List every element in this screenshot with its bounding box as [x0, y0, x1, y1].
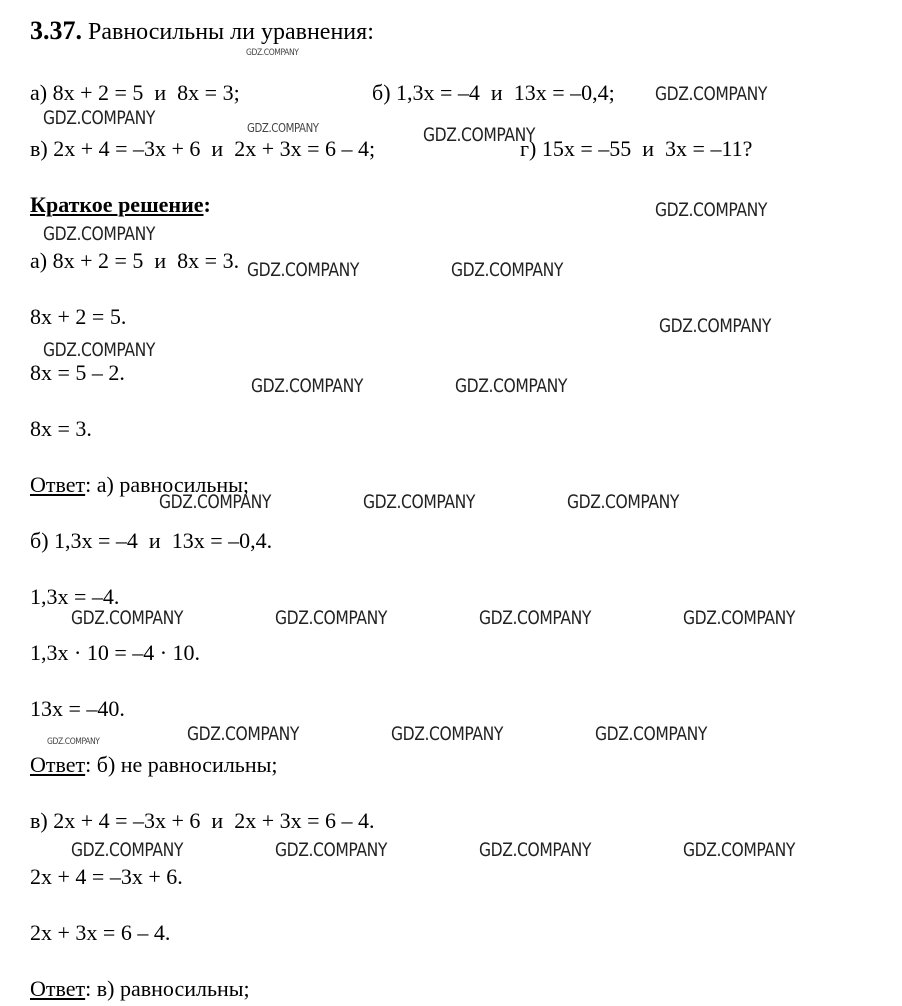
watermark: GDZ.COMPANY	[391, 723, 504, 745]
watermark: GDZ.COMPANY	[659, 315, 772, 337]
watermark: GDZ.COMPANY	[71, 607, 184, 629]
solution-heading	[30, 192, 211, 218]
watermark: GDZ.COMPANY	[479, 839, 592, 861]
watermark: GDZ.COMPANY	[251, 375, 364, 397]
problem-title	[30, 18, 374, 45]
part-b-step: 1,3x · 10 = –4 · 10.	[30, 640, 201, 665]
part-v-step: 2x + 4 = –3x + 6.	[30, 864, 183, 889]
answer-label: Ответ	[30, 472, 86, 497]
watermark: GDZ.COMPANY	[43, 107, 156, 129]
watermark: GDZ.COMPANY	[159, 491, 272, 513]
part-v-statement: в) 2x + 4 = –3x + 6 и 2x + 3x = 6 – 4.	[30, 808, 375, 833]
watermark: GDZ.COMPANY	[363, 491, 476, 513]
watermark: GDZ.COMPANY	[655, 199, 768, 221]
answer-label: Ответ	[30, 976, 86, 1001]
watermark: GDZ.COMPANY	[567, 491, 680, 513]
part-b-answer	[30, 752, 278, 778]
answer-label: Ответ	[30, 752, 86, 777]
watermark: GDZ.COMPANY	[479, 607, 592, 629]
problem-item-b: б) 1,3x = –4 и 13x = –0,4;	[372, 80, 615, 105]
watermark: GDZ.COMPANY	[683, 607, 796, 629]
watermark: GDZ.COMPANY	[275, 607, 388, 629]
part-a-step: 8x = 3.	[30, 416, 92, 441]
problem-item-a: а) 8x + 2 = 5 и 8x = 3;	[30, 80, 240, 105]
watermark: GDZ.COMPANY	[43, 339, 156, 361]
solution-heading-colon: :	[203, 192, 211, 217]
answer-text: : в) равносильны;	[85, 976, 250, 1001]
part-b-step: 13x = –40.	[30, 696, 125, 721]
part-b-step: 1,3x = –4.	[30, 584, 120, 609]
watermark: GDZ.COMPANY	[71, 839, 184, 861]
watermark: GDZ.COMPANY	[275, 839, 388, 861]
problem-number: 3.37.	[30, 16, 82, 45]
watermark: GDZ.COMPANY	[247, 259, 360, 281]
problem-question: Равносильны ли уравнения:	[82, 19, 374, 45]
watermark: GDZ.COMPANY	[423, 124, 536, 146]
problem-item-g: г) 15x = –55 и 3x = –11?	[520, 136, 753, 161]
watermark: GDZ.COMPANY	[47, 737, 100, 747]
watermark: GDZ.COMPANY	[246, 48, 299, 58]
watermark: GDZ.COMPANY	[43, 223, 156, 245]
problem-item-v: в) 2x + 4 = –3x + 6 и 2x + 3x = 6 – 4;	[30, 136, 376, 161]
watermark: GDZ.COMPANY	[655, 83, 768, 105]
watermark: GDZ.COMPANY	[595, 723, 708, 745]
watermark: GDZ.COMPANY	[247, 121, 319, 135]
solution-heading-text: Краткое решение	[30, 192, 204, 217]
watermark: GDZ.COMPANY	[683, 839, 796, 861]
part-a-step: 8x = 5 – 2.	[30, 360, 125, 385]
watermark: GDZ.COMPANY	[455, 375, 568, 397]
part-a-step: 8x + 2 = 5.	[30, 304, 127, 329]
part-b-statement: б) 1,3x = –4 и 13x = –0,4.	[30, 528, 273, 553]
watermark: GDZ.COMPANY	[451, 259, 564, 281]
answer-text: : а) равносильны;	[85, 472, 250, 497]
part-v-answer	[30, 976, 250, 1002]
answer-text: : б) не равносильны;	[85, 752, 278, 777]
part-v-step: 2x + 3x = 6 – 4.	[30, 920, 171, 945]
watermark: GDZ.COMPANY	[187, 723, 300, 745]
part-a-statement: а) 8x + 2 = 5 и 8x = 3.	[30, 248, 240, 273]
